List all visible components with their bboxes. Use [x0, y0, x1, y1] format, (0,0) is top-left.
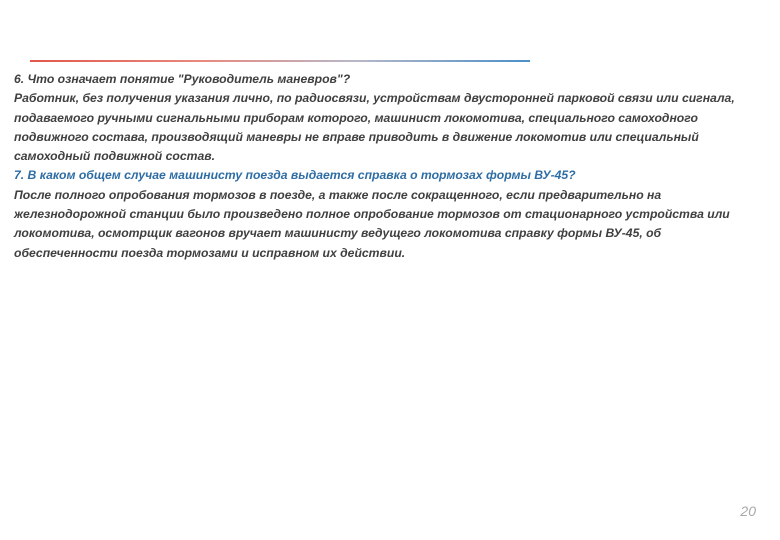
page-number: 20 [740, 503, 756, 519]
qa-content [14, 70, 766, 263]
decorative-top-rule [30, 60, 530, 62]
answer-6: Работник, без получения указания лично, по радиосвязи, устройствам двусторонней парковой связи или сигнала, подаваемого ручными сигнальными приборам которого, машинист локомотива, специального самоходного подвижного состава, производящий маневры не вправе приводить в движение локомотив или специальный самоходный подвижной состав. [14, 91, 735, 164]
answer-7: После полного опробования тормозов в поезде, а также после сокращенного, если предварительно на железнодорожной станции было произведено полное опробование тормозов от стационарного устройства или локомотива, осмотрщик вагонов вручает машинисту ведущего локомотива справку формы ВУ-45, об обеспеченности поезда тормозами и исправном их действии. [14, 187, 730, 260]
question-6: 6. Что означает понятие "Руководитель маневров"? [14, 72, 351, 86]
question-7: 7. В каком общем случае машинисту поезда выдается справка о тормозах формы ВУ-45? [14, 168, 576, 183]
